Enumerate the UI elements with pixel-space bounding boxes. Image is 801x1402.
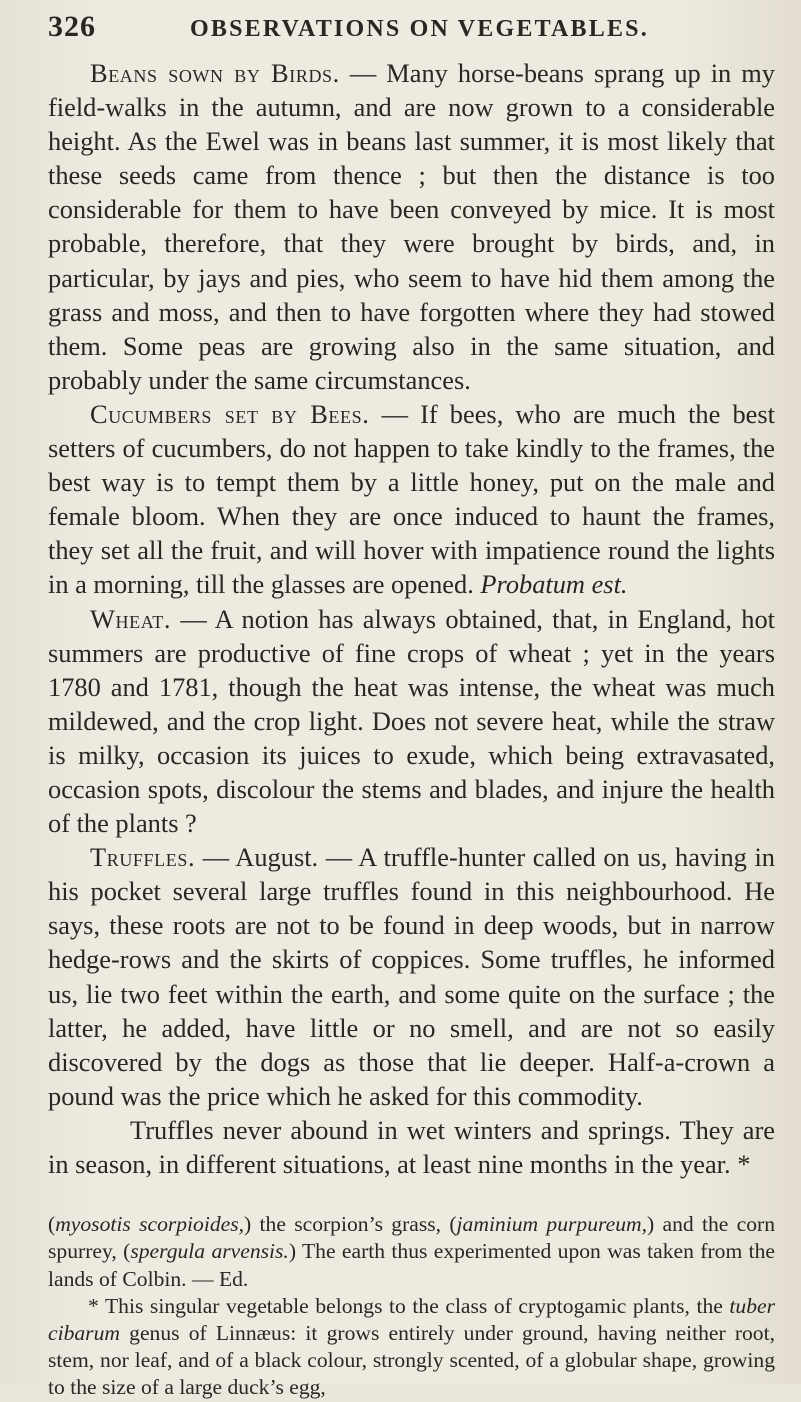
italic-run: jaminium purpureum, <box>456 1212 647 1237</box>
italic-run: myosotis scorpioides, <box>55 1212 245 1237</box>
italic-run: spergula arvensis. <box>130 1239 289 1264</box>
italic-run: tuber cibarum <box>48 1293 775 1345</box>
text-run: * This singular vegetable belongs to the class of cryptogamic plants, the <box>88 1293 730 1318</box>
page-number: 326 <box>48 10 96 43</box>
paragraph-truffles <box>48 840 775 1113</box>
footnote-truffle <box>48 1293 775 1402</box>
paragraph-heading: Wheat. <box>90 603 172 634</box>
paragraph-heading: Beans sown by Birds. <box>90 58 340 88</box>
text-run: genus of Linnæus: it grows entirely under ground, having neither root, stem, nor leaf, and of a black colour, strongly scented, of a globular shape, growing to the size of a large duck’s egg, <box>48 1320 775 1400</box>
running-head: OBSERVATIONS ON VEGETABLES. <box>190 16 649 42</box>
page-header <box>48 10 775 56</box>
paragraph-italic-tail: Probatum est. <box>480 569 628 600</box>
paragraph-heading: Cucumbers set by Bees. <box>90 398 370 429</box>
text-run: ) The earth thus experimented upon was taken from the lands of Colbin. — Ed. <box>48 1239 775 1291</box>
paragraph-beans <box>48 56 775 397</box>
paragraph-text: — August. — A truffle-hunter called on us, having in his pocket several large truffles found in this neighbourhood. He says, these roots are not to be found in deep woods, but in narrow hedge-rows and the skirts of coppices. Some truffles, he informed us, lie two feet within the earth, and some quite on the surface ; the latter, he added, have little or no smell, and are not so easily discovered by the dogs as those that lie deeper. Half-a-crown a pound was the price which he asked for this commodity. <box>48 842 775 1111</box>
footnote-carryover <box>48 1211 775 1293</box>
text-run: ( <box>48 1212 56 1237</box>
paragraph-wheat <box>48 602 775 841</box>
main-text <box>48 56 775 1181</box>
paragraph-text: — A notion has always obtained, that, in England, hot summers are productive of fine crops of wheat ; yet in the years 1780 and 1781, though the heat was intense, the wheat was much mildewed, and the crop light. Does not severe heat, while the straw is milky, occasion its juices to exude, which being extravasated, occasion spots, discolour the stems and blades, and injure the health of the plants ? <box>48 603 775 839</box>
paragraph-heading: Truffles. <box>90 842 196 873</box>
paragraph-text: — If bees, who are much the best setters of cucumbers, do not happen to take kindly to the frames, the best way is to tempt them by a little honey, put on the male and female bloom. When they are once induced to haunt the frames, they set all the fruit, and will hover with impatience round the lights in a morning, till the glasses are opened. <box>48 398 775 600</box>
paragraph-truffles-season <box>48 1113 775 1181</box>
paragraph-text: — Many horse-beans sprang up in my field-walks in the autumn, and are now grown to a considerable height. As the Ewel was in beans last summer, it is most likely that these seeds came from thence ; but then the distance is too considerable for them to have been conveyed by mice. It is most probable, therefore, that they were brought by birds, and, in particular, by jays and pies, who seem to have hid them among the grass and moss, and then to have forgotten where they had stowed them. Some peas are growing also in the same situation, and probably under the same circumstances. <box>48 58 775 395</box>
footnotes <box>48 1211 775 1401</box>
paragraph-cucumbers <box>48 397 775 602</box>
paragraph-text: Truffles never abound in wet winters and springs. They are in season, in different situations, at least nine months in the year. * <box>48 1114 775 1179</box>
text-run: ) the scorpion’s grass, ( <box>244 1212 457 1237</box>
text-run: ) and the corn spurrey, ( <box>48 1212 776 1264</box>
